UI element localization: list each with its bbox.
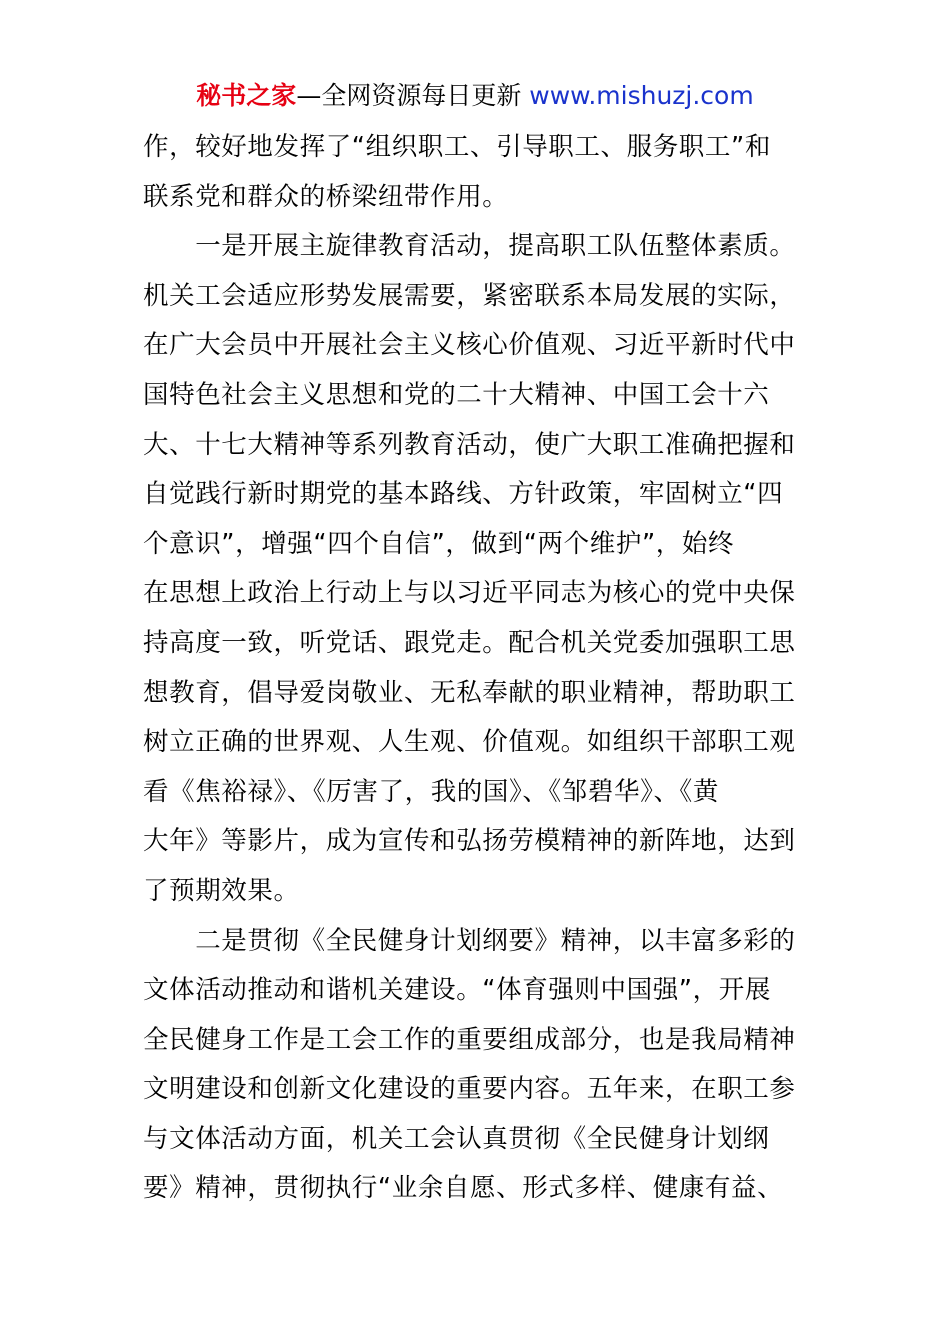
text-line: 文体活动推动和谐机关建设。“体育强则中国强”，开展 — [143, 975, 771, 1006]
text-line: 大、十七大精神等系列教育活动，使广大职工准确把握和 — [143, 429, 796, 460]
text-line: 持高度一致，听党话、跟党走。配合机关党委加强职工思 — [143, 627, 796, 658]
document-body — [143, 123, 807, 1214]
text-line: 大年》等影片，成为宣传和弘扬劳模精神的新阵地，达到 — [143, 826, 796, 857]
text-line: 想教育，倡导爱岗敬业、无私奉献的职业精神，帮助职工 — [143, 677, 796, 708]
text-line: 在广大会员中开展社会主义核心价值观、习近平新时代中 — [143, 330, 796, 361]
text-line: 文明建设和创新文化建设的重要内容。五年来，在职工参 — [143, 1074, 796, 1105]
text-line: 自觉践行新时期党的基本路线、方针政策，牢固树立“四 — [143, 479, 784, 510]
text-line: 要》精神，贯彻执行“业余自愿、形式多样、健康有益、 — [143, 1173, 784, 1204]
text-line: 与文体活动方面，机关工会认真贯彻《全民健身计划纲 — [143, 1123, 770, 1154]
text-line: 了预期效果。 — [143, 875, 300, 906]
site-header — [0, 78, 950, 114]
text-line: 全民健身工作是工会工作的重要组成部分，也是我局精神 — [143, 1024, 796, 1055]
text-line: 看《焦裕禄》、《厉害了，我的国》、《邹碧华》、《黄 — [143, 776, 720, 807]
text-line: 国特色社会主义思想和党的二十大精神、中国工会十六 — [143, 379, 770, 410]
site-slogan: —全网资源每日更新 — [296, 81, 522, 110]
text-line: 作，较好地发挥了“组织职工、引导职工、服务职工”和 — [143, 132, 771, 162]
site-brand: 秘书之家 — [196, 81, 297, 110]
text-line: 个意识”，增强“四个自信”，做到“两个维护”，始终 — [143, 528, 735, 559]
site-url[interactable]: www.mishuzj.com — [529, 81, 754, 110]
text-line: 机关工会适应形势发展需要，紧密联系本局发展的实际， — [143, 280, 796, 311]
text-line: 树立正确的世界观、人生观、价值观。如组织干部职工观 — [143, 727, 796, 758]
text-line: 一是开展主旋律教育活动，提高职工队伍整体素质。 — [143, 231, 796, 262]
text-line: 联系党和群众的桥梁纽带作用。 — [143, 181, 509, 212]
text-line: 二是贯彻《全民健身计划纲要》精神，以丰富多彩的 — [143, 925, 796, 956]
text-line: 在思想上政治上行动上与以习近平同志为核心的党中央保 — [143, 578, 796, 609]
